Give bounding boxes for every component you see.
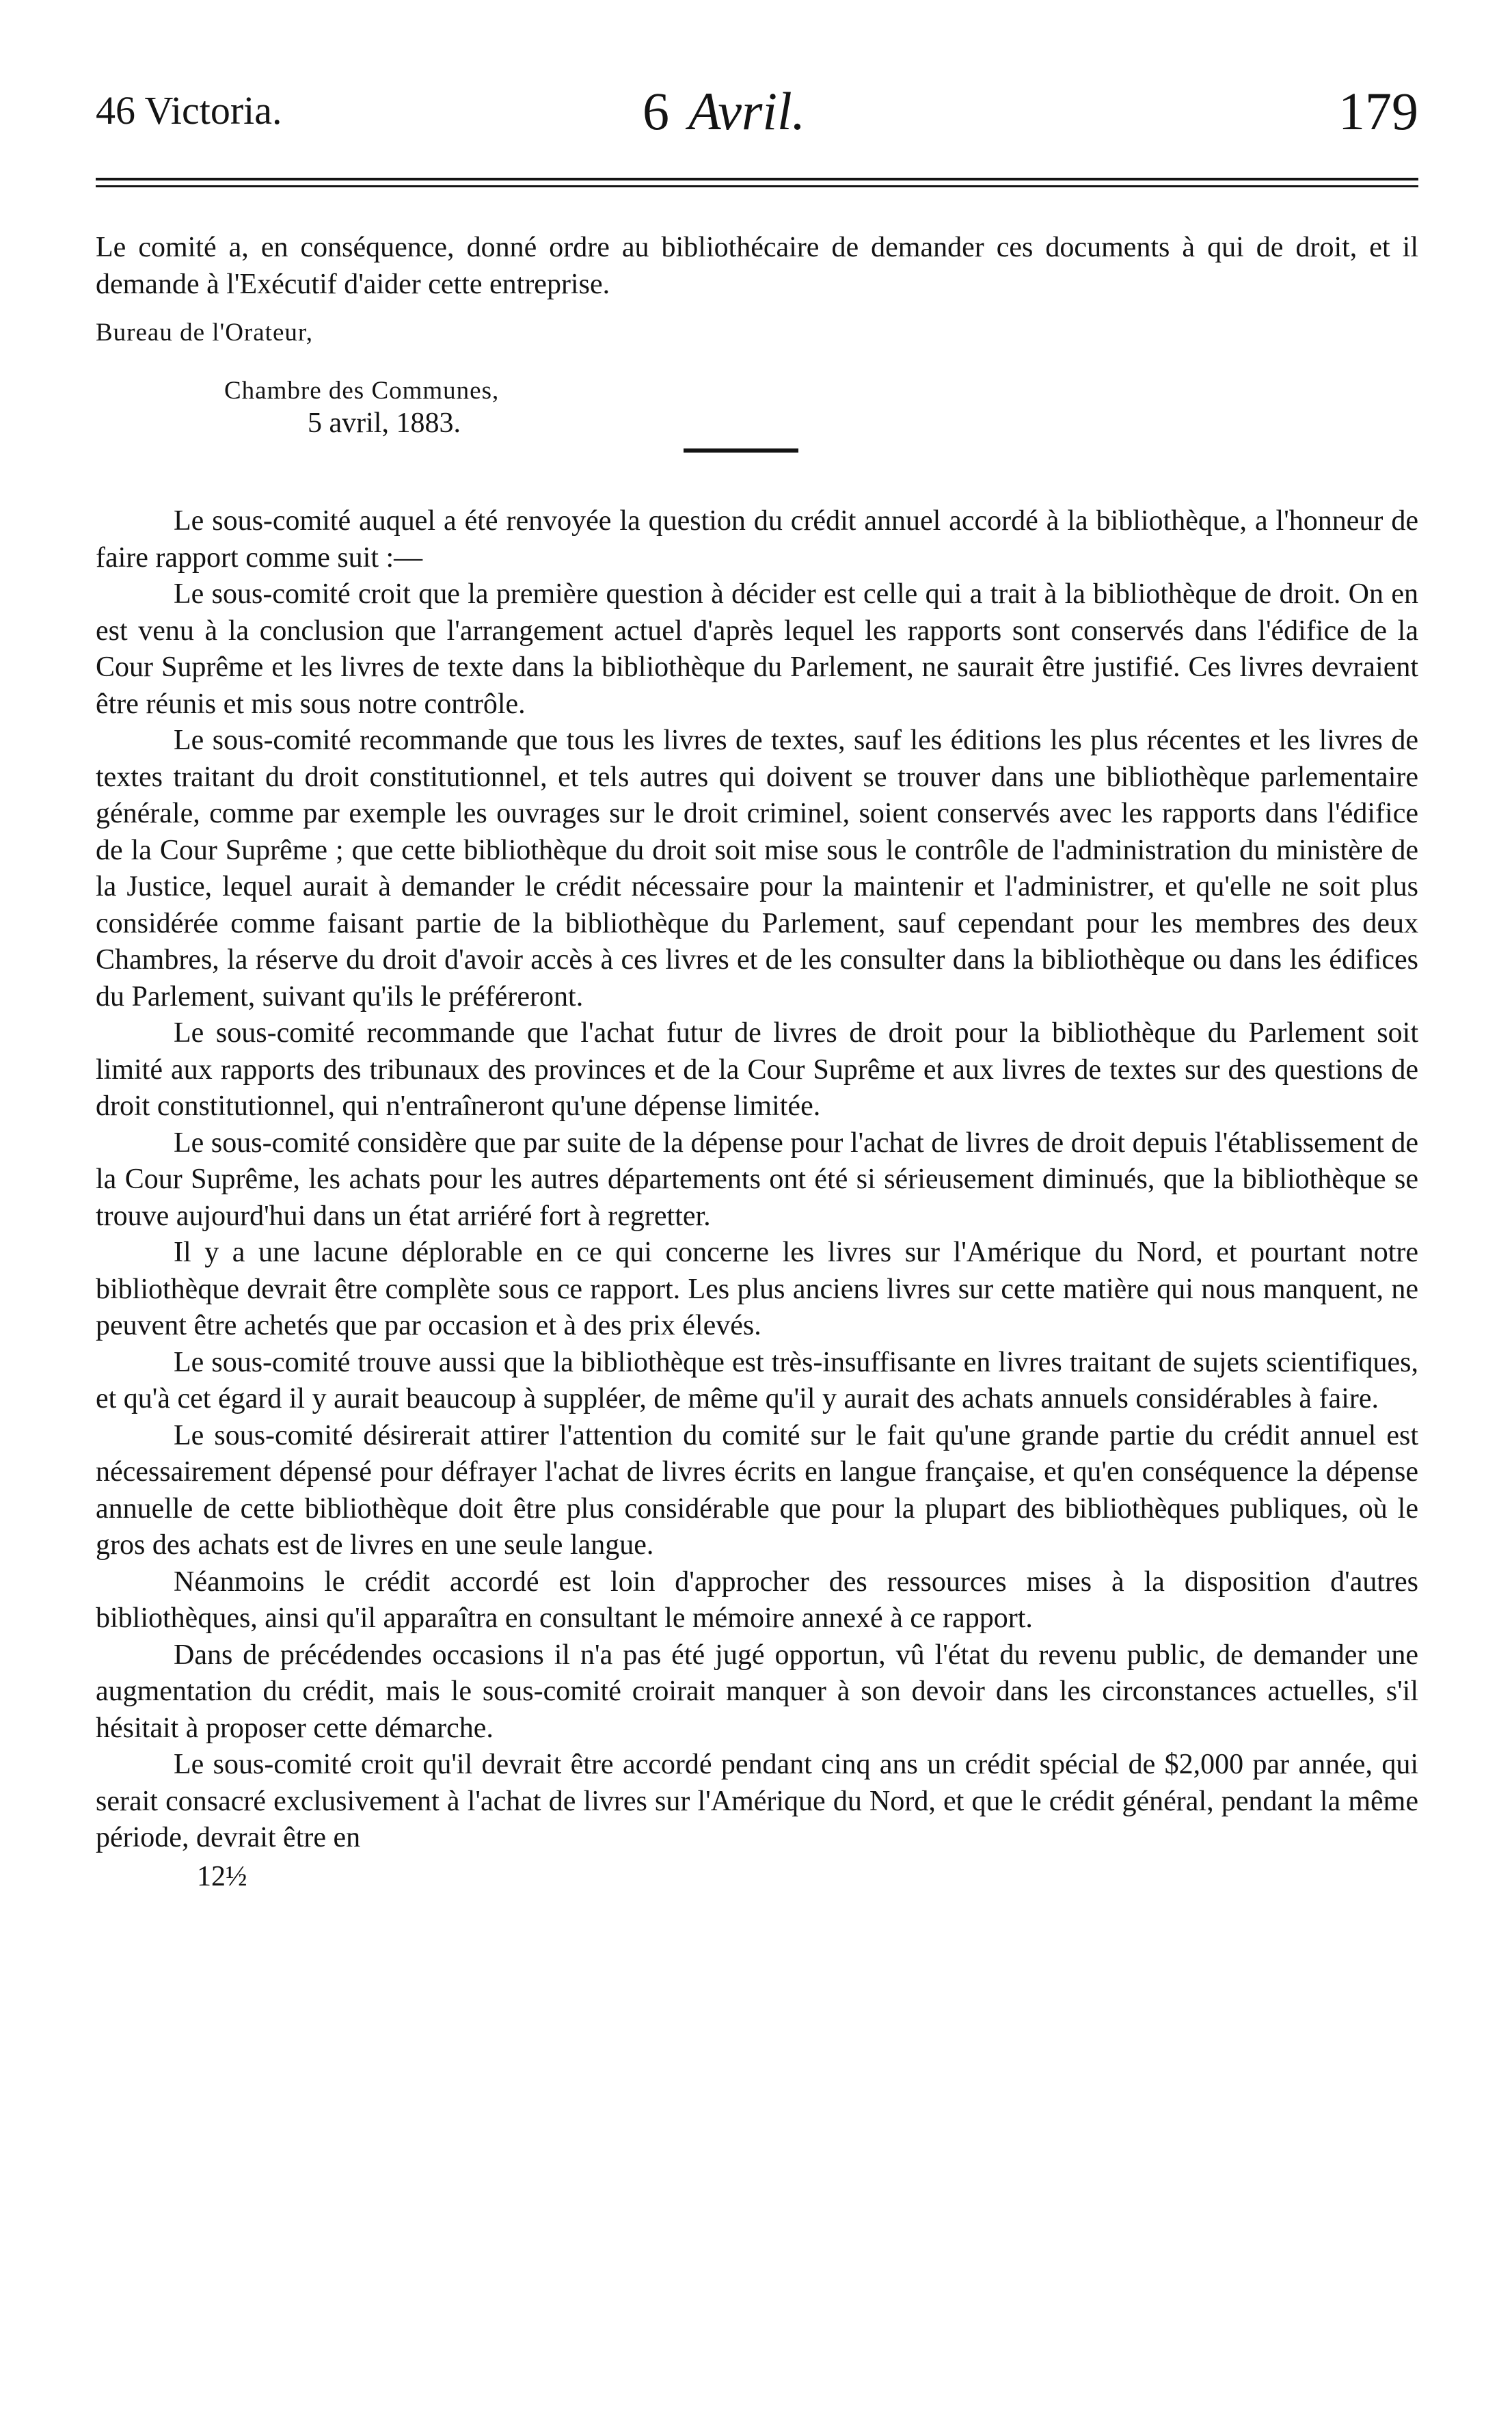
paragraph: Il y a une lacune déplorable en ce qui concerne les livres sur l'Amérique du Nord, et pourtant notre bibliothèque devrait être complète sous ce rapport. Les plus anciens livres sur cette matière qui nous manquent, ne peuvent être achetés que par occasion et à des prix élevés. [96,1237,1418,1341]
header-double-rule [96,178,1418,187]
session-label: 46 Victoria. [96,88,282,133]
paragraph: Le sous-comité considère que par suite de la dépense pour l'achat de livres de droit depuis l'établissement de la Cour Suprême, les achats pour les autres départements ont été si sérieusement diminués, que la bibliothèque se trouve aujourd'hui dans un état arriéré fort à regretter. [96,1127,1418,1232]
date-heading [643,81,805,142]
paragraph: Le sous-comité croit que la première question à décider est celle qui a trait à la bibliothèque de droit. On en est venu à la conclusion que l'arrangement actuel d'après lequel les rapports sont conservés dans l'édifice de la Cour Suprême et les livres de texte dans la bibliothèque du Parlement, ne saurait être justifié. Ces livres devraient être réunis et mis sous notre contrôle. [96,578,1418,720]
paragraph: Le sous-comité trouve aussi que la bibliothèque est très-insuffisante en livres traitant de sujets scientifiques, et qu'à cet égard il y aurait beaucoup à suppléer, de même qu'il y aurait des achats annuels considérables à faire. [96,1346,1418,1414]
section-divider [684,448,798,453]
date-day: 6 [643,81,669,141]
signoff-office: Bureau de l'Orateur, [96,319,313,347]
intro-paragraph: Le comité a, en conséquence, donné ordre au bibliothécaire de demander ces documents à qui de droit, et il demande à l'Exécutif d'aider cette entreprise. [96,232,1418,300]
signoff-date: 5 avril, 1883. [308,407,461,439]
paragraph: Le sous-comité désirerait attirer l'attention du comité sur le fait qu'une grande partie du crédit annuel est nécessairement dépensé pour défrayer l'achat de livres écrits en langue française, et qu'en conséquence la dépense annuelle de cette bibliothèque doit être plus considérable que pour la plupart des bibliothèques publiques, où le gros des achats est de livres en une seule langue. [96,1419,1418,1561]
paragraph: Le sous-comité recommande que l'achat futur de livres de droit pour la bibliothèque du Parlement soit limité aux rapports des tribunaux des provinces et de la Cour Suprême et aux livres de textes sur des questions de droit constitutionnel, qui n'entraîneront qu'une dépense limitée. [96,1017,1418,1122]
paragraph: Le sous-comité croit qu'il devrait être accordé pendant cinq ans un crédit spécial de $2,000 par année, qui serait consacré exclusivement à l'achat de livres sur l'Amérique du Nord, et que le crédit général, pendant la même période, devrait être en [96,1749,1418,1853]
running-header [96,68,1418,150]
report-body [96,503,1418,1857]
signoff-chamber: Chambre des Communes, [224,377,500,405]
page-number: 179 [1338,81,1418,141]
document-page [96,68,1418,1894]
paragraph: Néanmoins le crédit accordé est loin d'approcher des ressources mises à la disposition d'autres bibliothèques, ainsi qu'il apparaîtra en consultant le mémoire annexé à ce rapport. [96,1566,1418,1634]
signature-mark: 12½ [197,1860,247,1892]
date-month: Avril. [688,81,806,141]
paragraph: Dans de précédendes occasions il n'a pas été jugé opportun, vû l'état du revenu public, de demander une augmentation du crédit, mais le sous-comité croirait manquer à son devoir dans les circonstances actuelles, s'il hésitait à proposer cette démarche. [96,1639,1418,1744]
paragraph: Le sous-comité auquel a été renvoyée la question du crédit annuel accordé à la bibliothèque, a l'honneur de faire rapport comme suit :— [96,505,1418,574]
paragraph: Le sous-comité recommande que tous les livres de textes, sauf les éditions les plus récentes et les livres de textes traitant du droit constitutionnel, et tels autres qui doivent se trouver dans une bibliothèque parlementaire générale, comme par exemple les ouvrages sur le droit criminel, soient conservés avec les rapports dans l'édifice de la Cour Suprême ; que cette bibliothèque du droit soit mise sous le contrôle de l'administration du ministère de la Justice, lequel aurait à demander le crédit nécessaire pour la maintenir et l'administrer, et qu'elle ne soit plus considérée comme faisant partie de la bibliothèque du Parlement, sauf cependant pour les membres des deux Chambres, la réserve du droit d'avoir accès à ces livres et de les consulter dans la bibliothèque ou dans les édifices du Parlement, suivant qu'ils le préféreront. [96,725,1418,1012]
